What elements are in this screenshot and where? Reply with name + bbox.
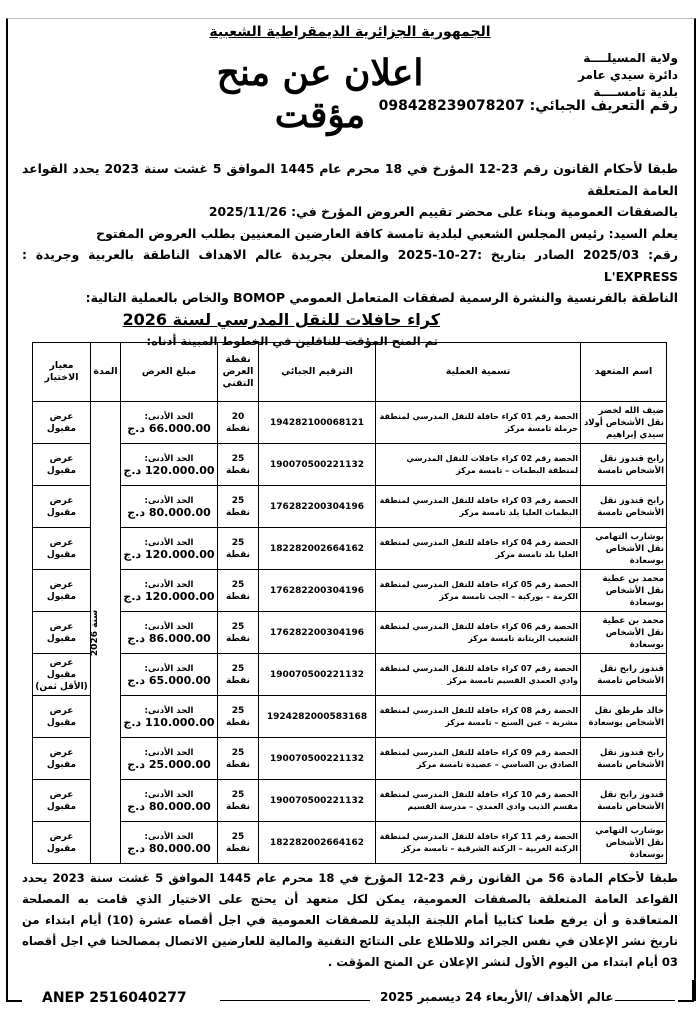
amount-cell — [121, 486, 218, 528]
tax-id-cell — [259, 570, 376, 612]
selection-criterion: عرض مقبول — [46, 579, 77, 602]
operation-cell — [376, 402, 581, 444]
bidder-name: قندوز رابح نقل الأشخاص تامسة — [597, 789, 664, 812]
operation-name: الحصة رقم 03 كراء حافلة للنقل المدرسي لمنطقة البطمات العليا بلد تامسة مركز — [379, 495, 578, 517]
operation-cell — [376, 570, 581, 612]
amount-value: 120.000.00 د.ج — [123, 589, 215, 603]
amount-cell — [121, 654, 218, 696]
technical-score: 25 نقطة — [225, 789, 251, 812]
amount-value: 66.000.00 د.ج — [127, 421, 211, 435]
operation-cell — [376, 528, 581, 570]
criterion-cell — [33, 738, 91, 780]
intro-line: طبقا لأحكام القانون رقم 23-12 المؤرخ في 18 محرم عام 1445 الموافق 5 غشت سنة 2023 يحدد القواعد العامة المتعلقة — [22, 161, 678, 198]
amount-cell — [121, 612, 218, 654]
tax-id-cell — [259, 696, 376, 738]
operation-name: الحصة رقم 08 كراء حافلة للنقل المدرسي لمنطقة مشرية – عين السبع – تامسة مركز — [379, 705, 578, 727]
technical-score-cell — [218, 780, 259, 822]
tax-id: 176282200304196 — [270, 585, 364, 596]
operation-cell — [376, 780, 581, 822]
technical-score: 20 نقطة — [225, 411, 251, 434]
amount-label: الحد الأدنى: — [144, 495, 194, 506]
technical-score-cell — [218, 738, 259, 780]
selection-criterion: عرض مقبول — [46, 537, 77, 560]
amount-value: 25.000.00 د.ج — [127, 757, 211, 771]
operation-cell — [376, 612, 581, 654]
amount-label: الحد الأدنى: — [144, 747, 194, 758]
operation-cell — [376, 486, 581, 528]
bidder-name: ضيف الله لخضر نقل الأشخاص أولاد سيدي إبراهيم — [583, 405, 664, 440]
amount-value: 86.000.00 د.ج — [127, 631, 211, 645]
amount-label: الحد الأدنى: — [144, 537, 194, 548]
operation-name: الحصة رقم 06 كراء حافلة للنقل المدرسي لمنطقة الشعيب الزيتانة تامسة مركز — [379, 621, 578, 643]
bidder-name: محمد بن عطية نقل الأشخاص بوسعادة — [602, 573, 664, 608]
header-duration: المدة — [91, 343, 121, 402]
duration-cell — [91, 402, 121, 864]
technical-score-cell — [218, 570, 259, 612]
amount-label: الحد الأدنى: — [144, 579, 194, 590]
criterion-cell — [33, 444, 91, 486]
technical-score-cell — [218, 822, 259, 864]
operation-cell — [376, 654, 581, 696]
newspaper-date: عالم الأهداف /الأربعاء 24 ديسمبر 2025 — [380, 990, 614, 1004]
table-row — [33, 528, 667, 570]
intro-line: الناطقة بالفرنسية والنشرة الرسمية لصفقات المتعامل العمومي BOMOP والخاص بالعملية التالية: — [85, 290, 678, 305]
amount-label: الحد الأدنى: — [144, 621, 194, 632]
bidder-name-cell — [581, 822, 667, 864]
intro-line: رقم: 2025/03 الصادر بتاريخ :27-10-2025 والمعلن بجريدة عالم الاهداف الناطقة بالعربية وجريدة : L'EXPRESS — [22, 247, 678, 284]
selection-criterion: عرض مقبول — [46, 789, 77, 812]
bidder-name: رابح قندوز نقل الأشخاص تامسة — [597, 453, 664, 476]
bidder-name-cell — [581, 570, 667, 612]
bidder-name: قندوز رابح نقل الأشخاص تامسة — [597, 663, 664, 686]
bidder-name-cell — [581, 486, 667, 528]
operation-cell — [376, 738, 581, 780]
tax-id: 182282002664162 — [270, 837, 364, 848]
header-criterion: معيار الاختيار — [33, 343, 91, 402]
amount-value: 120.000.00 د.ج — [123, 547, 215, 561]
bidder-name: خالد طرطق نقل الأشخاص بوسعادة — [588, 705, 664, 728]
tax-id-cell — [259, 402, 376, 444]
tax-id: 192428200058316​8 — [266, 711, 368, 722]
tax-id: 190070500221132 — [270, 669, 364, 680]
tax-id: رقم التعريف الجبائي: 09842823907820​7 — [378, 98, 678, 114]
bidder-name: بوشارب التهامي نقل الأشخاص بوسعادة — [595, 825, 664, 860]
operation-name: الحصة رقم 01 كراء حافلة للنقل المدرسي لمنطقة حرملة تامسة مركز — [379, 411, 578, 433]
duration: سنة 2026 — [89, 609, 100, 656]
table-row — [33, 738, 667, 780]
amount-label: الحد الأدنى: — [144, 663, 194, 674]
bidder-name: محمد بن عطية نقل الأشخاص بوسعادة — [602, 615, 664, 650]
amount-label: الحد الأدنى: — [144, 453, 194, 464]
selection-criterion: عرض مقبول (الأقل ثمن) — [35, 657, 88, 692]
tax-id-cell — [259, 486, 376, 528]
administration-block — [578, 50, 678, 101]
intro-paragraph — [22, 158, 678, 309]
technical-score-cell — [218, 528, 259, 570]
criterion-cell — [33, 822, 91, 864]
technical-score-cell — [218, 696, 259, 738]
frame-corner-right — [678, 980, 694, 1002]
closing-paragraph: طبقا لأحكام المادة 56 من القانون رقم 23-12 المؤرخ في 18 محرم عام 1445 الموافق 5 غشت سنة 2023 يحدد القواعد العامة المتعلقة بالصفقات العمومية، يمكن لكل متعهد أن يحتج على الاختيار الذي قامت به المصلحة المتعاقدة و أن يرفع طعنا كتابيا أمام اللجنة البلدية للصفقات العمومية في اجل أقصاه عشرة (10) أيام ابتداء من تاريخ نشر الإعلان في نفس الجرائد وللاطلاع على النتائج التقنية والمالية للعارضين الاتصال بمصالحنا في اجل أقصاه 03 أيام ابتداء من اليوم الأول لنشر الإعلان عن المنح المؤقت . — [22, 871, 678, 969]
criterion-cell — [33, 696, 91, 738]
announcement-title: اعلان عن منح مؤقت — [216, 52, 424, 136]
operation-name: الحصة رقم 10 كراء حافلة للنقل المدرسي لمنطقة مقسم الذيب وادي العمدي – مدرسة القسيم — [379, 789, 578, 811]
bidder-name: بوشارب التهامي نقل الأشخاص بوسعادة — [595, 531, 664, 566]
amount-cell — [121, 780, 218, 822]
selection-criterion: عرض مقبول — [46, 831, 77, 854]
selection-criterion: عرض مقبول — [46, 453, 77, 476]
tax-id-cell — [259, 528, 376, 570]
amount-cell — [121, 738, 218, 780]
amount-label: الحد الأدنى: — [144, 789, 194, 800]
bidder-name-cell — [581, 654, 667, 696]
award-table — [32, 342, 667, 864]
operation-cell — [376, 444, 581, 486]
table-row — [33, 402, 667, 444]
tax-id-cell — [259, 444, 376, 486]
tax-id: 190070500221132 — [270, 459, 364, 470]
selection-criterion: عرض مقبول — [46, 747, 77, 770]
header-operation: تسمية العملية — [376, 343, 581, 402]
technical-score: 25 نقطة — [225, 537, 251, 560]
technical-score: 25 نقطة — [225, 663, 251, 686]
intro-line: يعلم السيد: رئيس المجلس الشعبي لبلدية تامسة كافة العارضين المعنيين بطلب العروض المفتوح — [96, 225, 678, 241]
tax-id-cell — [259, 654, 376, 696]
amount-value: 65.000.00 د.ج — [127, 673, 211, 687]
amount-cell — [121, 402, 218, 444]
table-row — [33, 570, 667, 612]
selection-criterion: عرض مقبول — [46, 411, 77, 434]
amount-label: الحد الأدنى: — [144, 705, 194, 716]
technical-score: 25 نقطة — [225, 831, 251, 854]
amount-value: 80.000.00 د.ج — [127, 841, 211, 855]
amount-label: الحد الأدنى: — [144, 411, 194, 422]
anep-number: ANEP 2516040277 — [42, 990, 187, 1006]
tax-id-cell — [259, 612, 376, 654]
operation-name: الحصة رقم 09 كراء حافلة للنقل المدرسي لمنطقة الصادق بن الساسي – عصيدة تامسة مركز — [379, 747, 578, 769]
selection-criterion: عرض مقبول — [46, 621, 77, 644]
technical-score: 25 نقطة — [225, 579, 251, 602]
tax-id: 176282200304196 — [270, 501, 364, 512]
criterion-cell — [33, 528, 91, 570]
criterion-cell — [33, 486, 91, 528]
amount-value: 80.000.00 د.ج — [127, 505, 211, 519]
table-row — [33, 780, 667, 822]
table-row — [33, 444, 667, 486]
bidder-name-cell — [581, 528, 667, 570]
technical-score-cell — [218, 654, 259, 696]
subject-intro: تم المنح المؤقت للناقلين في الخطوط المبينة أدناه: — [146, 334, 438, 348]
operation-name: الحصة رقم 11 كراء حافلة للنقل المدرسي لمنطقة الركنة الغربية – الركنة الشرقية – تامسة مركز — [379, 831, 578, 853]
amount-label: الحد الأدنى: — [144, 831, 194, 842]
operation-cell — [376, 822, 581, 864]
tax-id-cell — [259, 738, 376, 780]
technical-score-cell — [218, 486, 259, 528]
technical-score: 25 نقطة — [225, 495, 251, 518]
frame-corner-left — [6, 980, 22, 1002]
header-tax-id: الترقيم الجبائي — [259, 343, 376, 402]
table-row — [33, 822, 667, 864]
republic-heading: الجمهورية الجزائرية الديمقراطية الشعبية — [209, 24, 491, 40]
tax-id: 190070500221132 — [270, 795, 364, 806]
subject-heading: كراء حافلات للنقل المدرسي لسنة 2026 — [122, 310, 440, 329]
tax-id-cell — [259, 822, 376, 864]
selection-criterion: عرض مقبول — [46, 495, 77, 518]
bidder-name: رابح قندوز نقل الأشخاص تامسة — [597, 747, 664, 770]
technical-score: 25 نقطة — [225, 621, 251, 644]
operation-name: الحصة رقم 04 كراء حافلة للنقل المدرسي لمنطقة العليا بلد تامسة مركز — [379, 537, 578, 559]
technical-score-cell — [218, 612, 259, 654]
amount-cell — [121, 444, 218, 486]
daira: دائرة سيدي عامر — [578, 68, 678, 82]
criterion-cell — [33, 780, 91, 822]
technical-score: 25 نقطة — [225, 453, 251, 476]
amount-value: 80.000.00 د.ج — [127, 799, 211, 813]
bidder-name: رابح قندوز نقل الأشخاص تامسة — [597, 495, 664, 518]
bidder-name-cell — [581, 402, 667, 444]
footer-rule — [220, 1000, 370, 1001]
criterion-cell — [33, 570, 91, 612]
table-row — [33, 696, 667, 738]
amount-cell — [121, 570, 218, 612]
footer-rule — [615, 1000, 675, 1001]
selection-criterion: عرض مقبول — [46, 705, 77, 728]
bidder-name-cell — [581, 780, 667, 822]
operation-name: الحصة رقم 02 كراء حافلات للنقل المدرسي لمنطقة البطمات – تامسة مركز — [406, 453, 578, 475]
criterion-cell — [33, 654, 91, 696]
tax-id: 176282200304196 — [270, 627, 364, 638]
amount-cell — [121, 696, 218, 738]
bidder-name-cell — [581, 444, 667, 486]
bidder-name-cell — [581, 612, 667, 654]
bidder-name-cell — [581, 696, 667, 738]
wilaya: ولاية المسيلــــة — [583, 51, 678, 65]
tax-id: 190070500221132 — [270, 753, 364, 764]
bidder-name-cell — [581, 738, 667, 780]
operation-name: الحصة رقم 05 كراء حافلة للنقل المدرسي لمنطقة الكرمة – بوركبة – الجب تامسة مركز — [379, 579, 578, 601]
table-row — [33, 612, 667, 654]
operation-name: الحصة رقم 07 كراء حافلة للنقل المدرسي لمنطقة وادي العمدي القسيم تامسة مركز — [379, 663, 578, 685]
table-row — [33, 654, 667, 696]
tax-id: 182282002664162 — [270, 543, 364, 554]
header-amount: مبلغ العرض — [121, 343, 218, 402]
operation-cell — [376, 696, 581, 738]
table-row — [33, 486, 667, 528]
technical-score: 25 نقطة — [225, 747, 251, 770]
amount-cell — [121, 822, 218, 864]
table-header-row — [33, 343, 667, 402]
tax-id-cell — [259, 780, 376, 822]
amount-value: 120.000.00 د.ج — [123, 463, 215, 477]
amount-cell — [121, 528, 218, 570]
intro-line: بالصفقات العمومية وبناء على محضر تقييم العروض المؤرخ في: 2025/11/26 — [208, 204, 678, 219]
header-bidder: اسم المتعهد — [581, 343, 667, 402]
technical-score-cell — [218, 402, 259, 444]
commune: بلدية تامســــة — [593, 85, 678, 99]
header-technical-score: نقطة العرض التقني — [218, 343, 259, 402]
tax-id: 194282100068121 — [270, 417, 364, 428]
technical-score-cell — [218, 444, 259, 486]
criterion-cell — [33, 402, 91, 444]
technical-score: 25 نقطة — [225, 705, 251, 728]
amount-value: 110.000.00 د.ج — [123, 715, 215, 729]
